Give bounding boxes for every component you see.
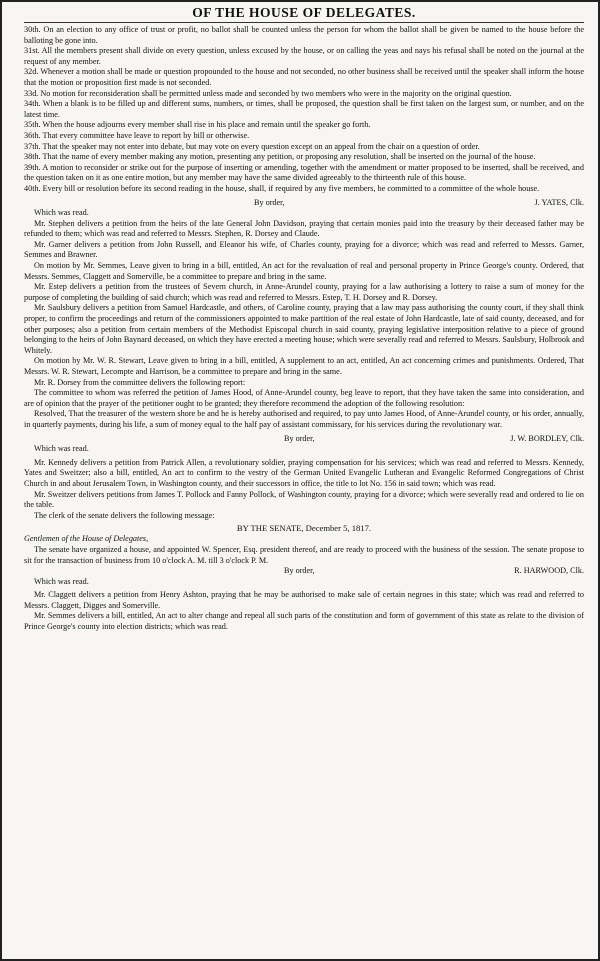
paragraph: Resolved, That the treasurer of the western shore be and he is hereby authorised and required, to pay unto James Hood, of Anne-Arundel county, or his order, annually, in quarterly payments, during his life, a sum of money equal to the half pay of assistant commissary, for his services during the revolutionary war. xyxy=(24,409,584,429)
paragraph: The committee to whom was referred the petition of James Hood, of Anne-Arundel county, beg leave to report, that they have taken the same into consideration, and are of opinion that the prayer of the petitioner ought to be granted; they therefore recommend the adoption of the following resolution: xyxy=(24,388,584,408)
rule-32: 32d. Whenever a motion shall be made or question propounded to the house and not seconded, no other business shall be received until the speaker shall inform the house that the motion or proposition first made is not seconded. xyxy=(24,67,584,87)
rule-33: 33d. No motion for reconsideration shall be permitted unless made and seconded by two members who were in the majority on the original question. xyxy=(24,88,512,98)
paragraph: Mr. Estep delivers a petition from the trustees of Severn church, in Anne-Arundel county, praying for a law authorising a lottery to raise a sum of money for the purpose of completing the building of said church; which was read and referred to Messrs. Estep, T. H. Dorsey and R. Dorsey. xyxy=(24,282,584,302)
signature-yates xyxy=(24,198,584,209)
paragraph: The clerk of the senate delivers the following message: xyxy=(34,510,215,520)
text-column xyxy=(24,5,584,633)
clerk-name: J. W. BORDLEY, Clk. xyxy=(510,433,584,443)
paragraph: Mr. Garner delivers a petition from John Russell, and Eleanor his wife, of Charles county, praying for a divorce; which was read and referred to Messrs. Garner, Semmes and Brawner. xyxy=(24,239,584,260)
signature-bordley xyxy=(24,434,584,445)
rule-31: 31st. All the members present shall divide on every question, unless excused by the house, or on calling the yeas and nays his refusal shall be noted on the journal at the request of any member. xyxy=(24,46,584,66)
by-order-label: By order, xyxy=(254,197,285,207)
rule-30: 30th. On an election to any office of trust or profit, no ballot shall be counted unless the person for whom the ballot shall be given be named to the house before the balloting be gone into. xyxy=(24,25,584,45)
senate-heading: BY THE SENATE, December 5, 1817. xyxy=(236,523,372,534)
paragraph: Which was read. xyxy=(34,208,89,218)
paragraph: Which was read. xyxy=(34,576,89,586)
rule-39: 39th. A motion to reconsider or strike out for the purpose of inserting or amending, together with the amendment or matter proposed to be inserted, shall be received, and the question taken on it as one entire motion, but any member may have the same divided agreeably to the thirteenth rule of this house. xyxy=(24,162,584,183)
clerk-name: R. HARWOOD, Clk. xyxy=(514,566,584,576)
rule-38: 38th. That the name of every member making any motion, presenting any petition, or proposing any resolution, shall be inserted on the journal of the house. xyxy=(24,152,536,162)
paragraph: Mr. Semmes delivers a bill, entitled, An act to alter change and repeal all such parts of the constitution and form of government of this state as relate to the division of Prince George's county into election districts; which was read. xyxy=(24,611,584,632)
paragraph: Mr. Stephen delivers a petition from the heirs of the late General John Davidson, praying that certain monies paid into the treasury by their deceased father may be refunded to them; which was read and referred to Messrs. Stephen, R. Dorsey and Claude. xyxy=(24,218,584,239)
page-heading: OF THE HOUSE OF DELEGATES. xyxy=(192,5,416,20)
paragraph: On motion by Mr. Semmes, Leave given to bring in a bill, entitled, An act for the revaluation of real and personal property in Prince George's county. Ordered, that Messrs. Semmes, Claggett and Somerville, be a committee to prepare and bring in the same. xyxy=(24,261,584,281)
paragraph: Which was read. xyxy=(34,444,89,454)
salutation: Gentlemen of the House of Delegates, xyxy=(24,534,149,544)
rule-37: 37th. That the speaker may not enter into debate, but may vote on every question except on an appeal from the chair on a question of order. xyxy=(24,141,480,151)
rule-36: 36th. That every committee have leave to report by bill or otherwise. xyxy=(24,130,250,140)
rule-34: 34th. When a blank is to be filled up and different sums, numbers, or times, shall be proposed, the question shall be first taken on the largest sum, or number, and on the latest time. xyxy=(24,99,584,119)
rule-40: 40th. Every bill or resolution before its second reading in the house, shall, if required by any five members, be committed to a committee of the whole house. xyxy=(24,183,540,193)
paragraph: Mr. Sweitzer delivers petitions from James T. Pollock and Fanny Pollock, of Washington county, praying for a divorce; which were severally read and ordered to lie on the table. xyxy=(24,489,584,510)
by-order-label: By order, xyxy=(284,433,315,443)
rule-35: 35th. When the house adjourns every member shall rise in his place and remain until the speaker go forth. xyxy=(24,120,371,130)
paragraph: Mr. Saulsbury delivers a petition from Samuel Hardcastle, and others, of Caroline county, praying that a law may pass authorising the county court, if they shall think proper, to confirm the proceedings and return of the commissioners appointed to make partition of the real estate of John Hardcastle, late of said county, deceased, and for other purposes; also a petition from certain members of the Methodist Episcopal church in said county, praying legislative interposition relative to a piece of ground belonging to the heirs of John Baynard deceased, on which they have erected a meeting house; which were severally read and referred to Messrs. Saulsbury, Holbrook and Whitely. xyxy=(24,303,584,355)
clerk-name: J. YATES, Clk. xyxy=(534,197,584,207)
heading-rule xyxy=(24,22,584,23)
paragraph: Mr. Claggett delivers a petition from Henry Ashton, praying that he may be authorised to make sale of certain negroes in this state; which was read and referred to Messrs. Claggett, Digges and Somerville. xyxy=(24,590,584,610)
paragraph: Mr. Kennedy delivers a petition from Patrick Allen, a revolutionary soldier, praying compensation for his services; which was read and referred to Messrs. Kennedy, Yates and Sweitzer; also a bill, entitled, An act to confirm to the vestry of the German United Evangelic Lutheran and Evangelic Reformed Congregations of Christ Church in and about Jerusalem Town, in Washington county, and their successors in office, the title to lot No. 156 in said town; which was read. xyxy=(24,457,584,488)
paragraph: On motion by Mr. W. R. Stewart, Leave given to bring in a bill, entitled, A supplement to an act, entitled, An act concerning crimes and punishments. Ordered, That Messrs. W. R. Stewart, Lecompte and Harrison, be a committee to prepare and bring in the same. xyxy=(24,356,584,376)
senate-message: The senate have organized a house, and appointed W. Spencer, Esq. president thereof, and are ready to proceed with the business of the session. The senate propose to sit for the transaction of business from 10 o'clock A. M. till 3 o'clock P. M. xyxy=(24,544,584,565)
signature-harwood xyxy=(24,566,584,577)
by-order-label: By order, xyxy=(284,566,315,576)
paragraph: Mr. R. Dorsey from the committee delivers the following report: xyxy=(34,377,246,387)
